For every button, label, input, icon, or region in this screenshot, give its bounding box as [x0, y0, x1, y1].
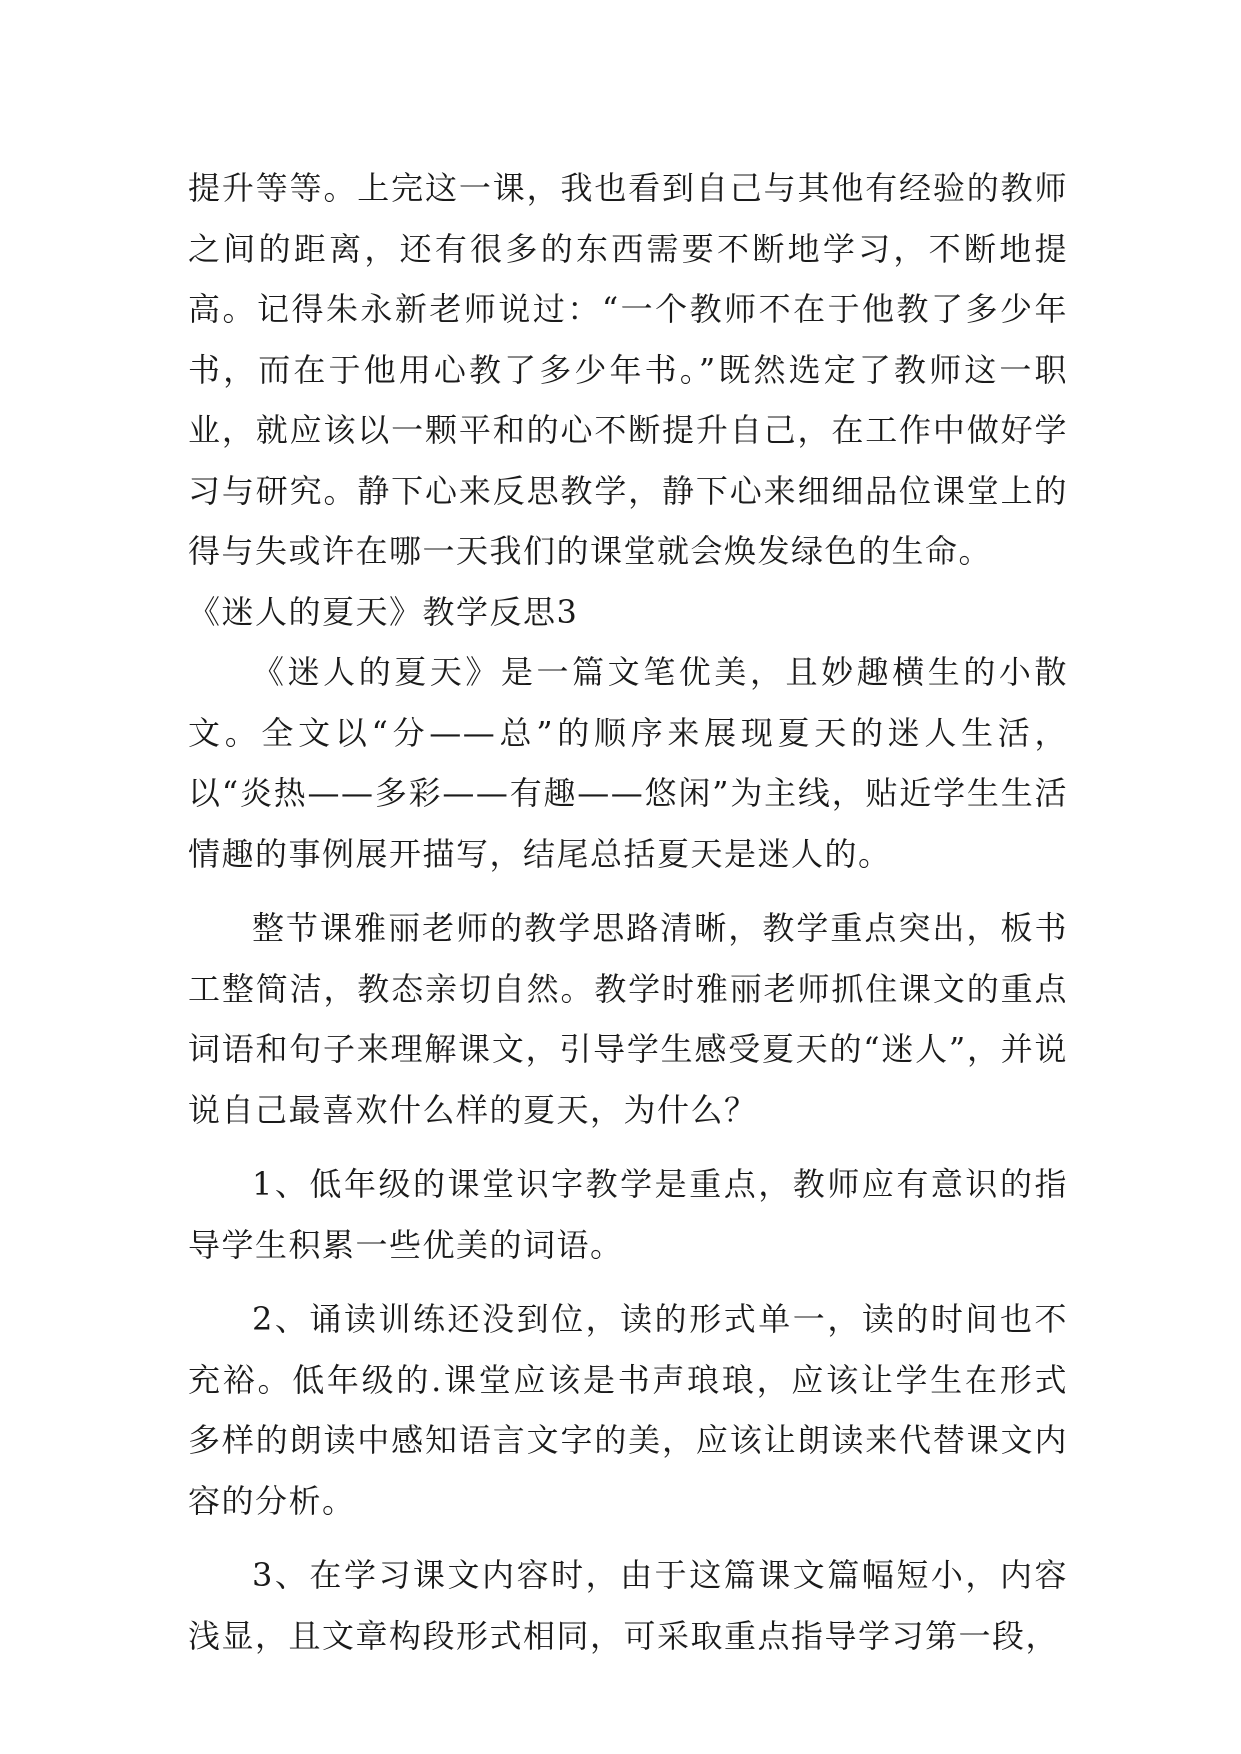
document-body	[188, 158, 1068, 1666]
paragraph-point-2: 2、诵读训练还没到位，读的形式单一，读的时间也不充裕。低年级的.课堂应该是书声琅琅，应该让学生在形式多样的朗读中感知语言文字的美，应该让朗读来代替课文内容的分析。	[188, 1300, 1068, 1520]
paragraph-point-1: 1、低年级的课堂识字教学是重点，教师应有意识的指导学生积累一些优美的词语。	[188, 1165, 1068, 1264]
paragraph-point-3: 3、在学习课文内容时，由于这篇课文篇幅短小，内容浅显，且文章构段形式相同，可采取重点指导学习第一段，	[188, 1556, 1068, 1655]
section-title: 《迷人的夏天》教学反思3	[188, 592, 579, 631]
paragraph-evaluation: 整节课雅丽老师的教学思路清晰，教学重点突出，板书工整简洁，教态亲切自然。教学时雅丽老师抓住课文的重点词语和句子来理解课文，引导学生感受夏天的“迷人”，并说说自己最喜欢什么样的夏天，为什么？	[188, 909, 1068, 1129]
continuation-paragraph: 提升等等。上完这一课，我也看到自己与其他有经验的教师之间的距离，还有很多的东西需要不断地学习，不断地提高。记得朱永新老师说过：“一个教师不在于他教了多少年书，而在于他用心教了多少年书。”既然选定了教师这一职业，就应该以一颗平和的心不断提升自己，在工作中做好学习与研究。静下心来反思教学，静下心来细细品位课堂上的得与失或许在哪一天我们的课堂就会焕发绿色的生命。	[188, 169, 1068, 570]
paragraph-intro: 《迷人的夏天》是一篇文笔优美，且妙趣横生的小散文。全文以“分——总”的顺序来展现夏天的迷人生活，以“炎热——多彩——有趣——悠闲”为主线，贴近学生生活情趣的事例展开描写，结尾总括夏天是迷人的。	[188, 653, 1068, 873]
